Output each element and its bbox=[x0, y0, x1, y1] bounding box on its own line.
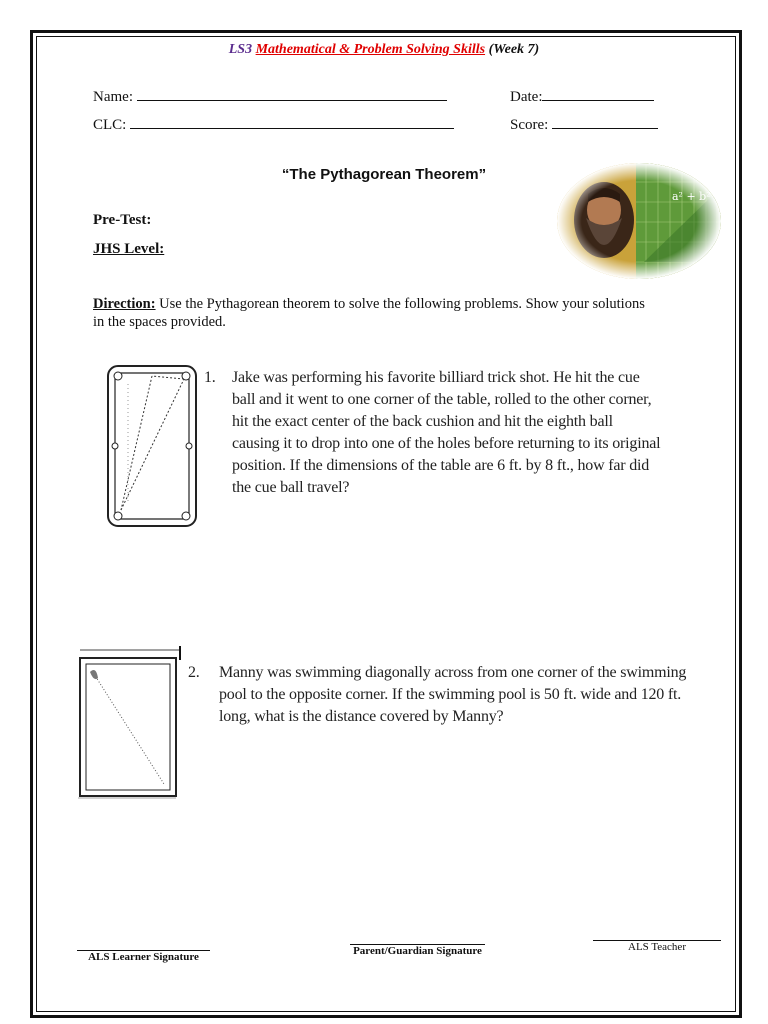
date-field bbox=[510, 88, 654, 106]
worksheet-header bbox=[0, 42, 768, 58]
score-blank[interactable] bbox=[552, 116, 658, 129]
level-label: JHS Level: bbox=[93, 241, 165, 257]
teacher-signature-label: ALS Teacher bbox=[628, 941, 686, 953]
problem-1-number: 1. bbox=[204, 369, 216, 386]
pretest-label: Pre-Test: bbox=[93, 212, 152, 228]
name-field bbox=[93, 88, 447, 106]
worksheet-title: “The Pythagorean Theorem” bbox=[281, 166, 487, 183]
swimming-pool-figure bbox=[76, 644, 184, 800]
clc-field bbox=[93, 116, 454, 134]
module-code: LS3 bbox=[228, 42, 253, 57]
direction-text: Use the Pythagorean theorem to solve the following problems. Show your solutions in the spaces provided. bbox=[93, 296, 645, 330]
problem-2-number: 2. bbox=[188, 664, 200, 681]
parent-signature-label: Parent/Guardian Signature bbox=[353, 945, 482, 957]
date-label: Date: bbox=[510, 89, 543, 105]
problem-1-text: Jake was performing his favorite billiard trick shot. He hit the cue ball and it went to one corner of the table, rolled to the other corner, hit the exact center of the back cushion and hit the eighth ball causing it to drop into one of the holes before returning to its original position. If the dimensions of the table are 6 ft. by 8 ft., how far did the cue ball travel? bbox=[232, 369, 661, 496]
week-label: (Week 7) bbox=[488, 42, 540, 57]
clc-blank[interactable] bbox=[130, 116, 454, 129]
learner-signature bbox=[77, 950, 210, 963]
problem-2-text: Manny was swimming diagonally across from one corner of the swimming pool to the opposite corner. If the swimming pool is 50 ft. wide and 120 ft. long, what is the distance covered by Manny? bbox=[219, 664, 687, 725]
teacher-signature bbox=[593, 940, 721, 953]
pythagoras-portrait-image bbox=[556, 162, 722, 280]
name-label: Name: bbox=[93, 89, 133, 105]
learner-signature-label: ALS Learner Signature bbox=[88, 951, 199, 963]
clc-label: CLC: bbox=[93, 117, 127, 133]
billiard-table-figure bbox=[106, 364, 198, 528]
score-label: Score: bbox=[510, 117, 549, 133]
date-blank[interactable] bbox=[542, 88, 654, 101]
parent-signature bbox=[350, 944, 485, 957]
subject-title: Mathematical & Problem Solving Skills bbox=[255, 42, 486, 57]
score-field bbox=[510, 116, 658, 134]
direction-label: Direction: bbox=[93, 296, 156, 312]
name-blank[interactable] bbox=[137, 88, 447, 101]
direction-paragraph bbox=[93, 295, 653, 331]
